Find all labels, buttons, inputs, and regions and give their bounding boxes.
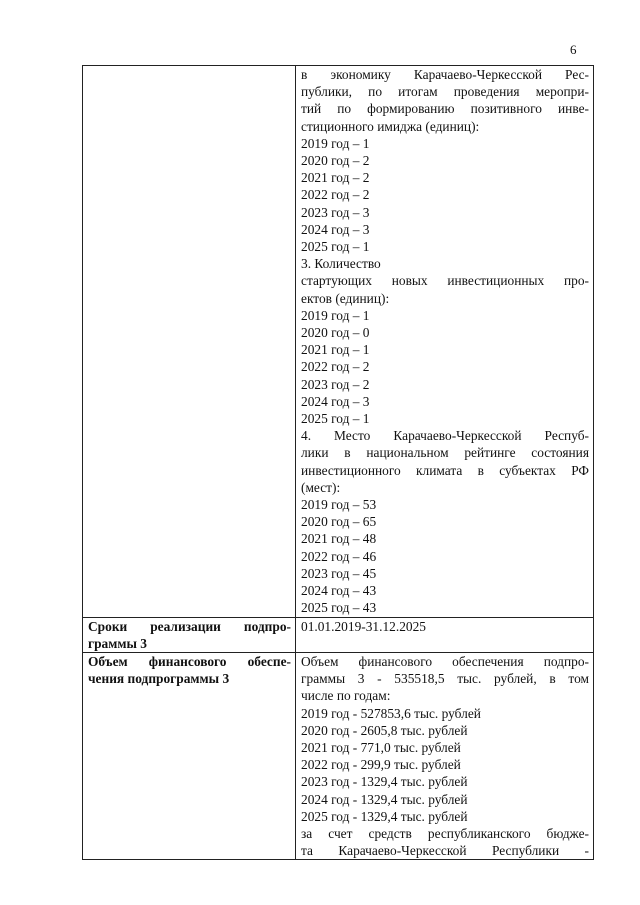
text-line: 2022 год – 46 [301,548,377,564]
text-line: 2022 год – 2 [301,359,370,375]
text-line: Сроки реализации подпро- [88,618,291,634]
indicators-label-cell [83,66,296,618]
text-line: граммы 3 [88,635,147,651]
implementation-period-label [83,618,295,652]
indicators-row [83,66,594,618]
program-passport-table [82,65,594,860]
text-line: ектов (единиц): [301,290,390,306]
text-line: 2021 год – 48 [301,531,377,547]
text-line: 2023 год - 1329,4 тыс. рублей [301,774,468,790]
text-line: (мест): [301,479,341,495]
text-line: 2022 год - 299,9 тыс. рублей [301,757,461,773]
text-line: публики, по итогам проведения меропри- [301,84,589,100]
text-line: 4. Место Карачаево-Черкесской Респуб- [301,428,589,444]
implementation-period-value [296,618,593,635]
text-line: 2019 год - 527853,6 тыс. рублей [301,705,481,721]
funding-value [296,653,593,859]
text-line: 2023 год – 2 [301,376,370,392]
text-line: 2020 год - 2605,8 тыс. рублей [301,722,468,738]
text-line: 2019 год – 1 [301,307,370,323]
page-number: 6 [570,42,577,57]
text-line: 2025 год – 43 [301,600,377,616]
text-line: 2021 год - 771,0 тыс. рублей [301,739,461,755]
text-line: тий по формированию позитивного инве- [301,101,589,117]
text-line: стартующих новых инвестиционных про- [301,273,589,289]
text-line: 2025 год – 1 [301,239,370,255]
text-line: та Карачаево-Черкесской Республики - [301,843,589,859]
text-line: 3. Количество [301,256,381,272]
implementation-period-value-cell [296,617,594,652]
funding-label [83,653,295,687]
text-line: стиционного имиджа (единиц): [301,118,480,134]
funding-label-cell [83,652,296,859]
text-line: 2023 год – 45 [301,565,377,581]
text-line: 2024 год - 1329,4 тыс. рублей [301,791,468,807]
text-line: 2024 год – 3 [301,393,370,409]
text-line: чения подпрограммы 3 [88,671,230,687]
text-line: Объем финансового обеспе- [88,653,291,669]
text-line: Объем финансового обеспечения подпро- [301,653,589,669]
text-line: 01.01.2019-31.12.2025 [301,618,426,634]
text-line: 2020 год – 65 [301,514,377,530]
text-line: 2024 год – 43 [301,583,377,599]
text-line: инвестиционного климата в субъектах РФ [301,462,589,478]
text-line: 2019 год – 1 [301,135,370,151]
text-line: 2025 год – 1 [301,411,370,427]
text-line: 2022 год – 2 [301,187,370,203]
funding-value-cell [296,652,594,859]
text-line: числе по годам: [301,688,391,704]
text-line: 2023 год – 3 [301,204,370,220]
text-line: 2020 год – 2 [301,153,370,169]
funding-row [83,652,594,859]
text-line: 2024 год – 3 [301,221,370,237]
text-line: граммы 3 - 535518,5 тыс. рублей, в том [301,671,589,687]
text-line: 2020 год – 0 [301,325,370,341]
text-line: 2021 год – 1 [301,342,370,358]
text-line: 2019 год – 53 [301,497,377,513]
text-line: 2021 год – 2 [301,170,370,186]
text-line: лики в национальном рейтинге состояния [301,445,589,461]
implementation-period-label-cell [83,617,296,652]
implementation-period-row [83,617,594,652]
indicators-text [296,66,593,617]
text-line: за счет средств республиканского бюдже- [301,825,589,841]
indicators-value-cell [296,66,594,618]
text-line: в экономику Карачаево-Черкесской Рес- [301,67,589,82]
text-line: 2025 год - 1329,4 тыс. рублей [301,808,468,824]
